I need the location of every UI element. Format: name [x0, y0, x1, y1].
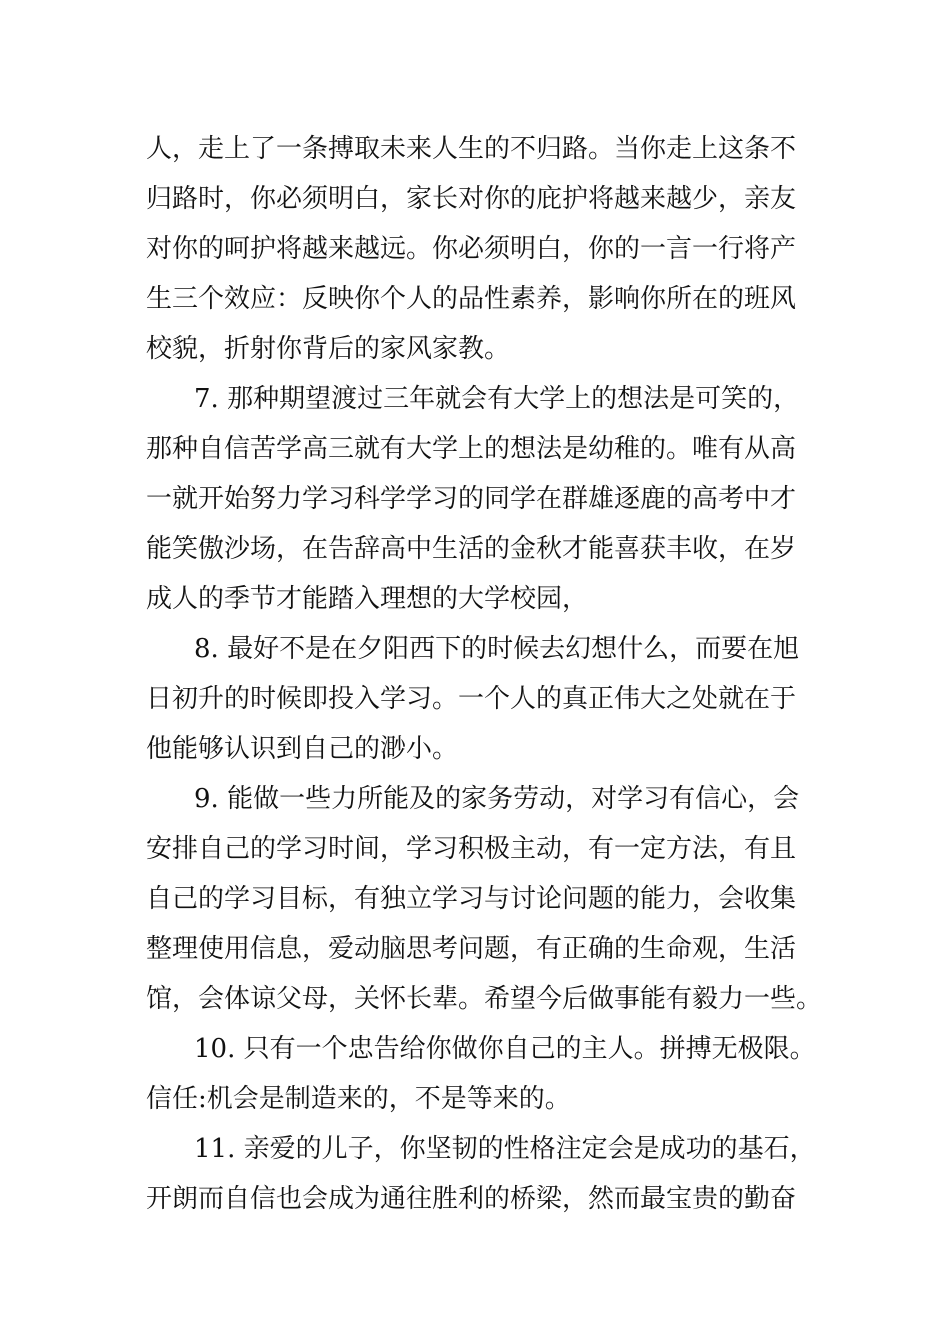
- text-line: 对你的呵护将越来越远。你必须明白，你的一言一行将产: [146, 234, 797, 264]
- item-9-first-line: 9. 能做一些力所能及的家务劳动，对学习有信心，会: [194, 784, 800, 814]
- text-line: 生三个效应：反映你个人的品性素养，影响你所在的班风: [146, 284, 797, 314]
- text-line: 馆，会体谅父母，关怀长辈。希望今后做事能有毅力一些。: [146, 984, 823, 1014]
- item-7-first-line: 7. 那种期望渡过三年就会有大学上的想法是可笑的，: [194, 384, 800, 414]
- text-line: 人，走上了一条搏取未来人生的不归路。当你走上这条不: [146, 134, 797, 164]
- text-line: 开朗而自信也会成为通往胜利的桥梁，然而最宝贵的勤奋: [146, 1184, 797, 1214]
- text-line: 日初升的时候即投入学习。一个人的真正伟大之处就在于: [146, 684, 797, 714]
- text-line: 成人的季节才能踏入理想的大学校园，: [146, 584, 589, 614]
- text-line: 归路时，你必须明白，家长对你的庇护将越来越少，亲友: [146, 184, 797, 214]
- text-line: 能笑傲沙场，在告辞高中生活的金秋才能喜获丰收，在岁: [146, 534, 797, 564]
- text-line: 一就开始努力学习科学学习的同学在群雄逐鹿的高考中才: [146, 484, 797, 514]
- item-11-first-line: 11. 亲爱的儿子，你坚韧的性格注定会是成功的基石，: [194, 1134, 816, 1164]
- text-line: 整理使用信息，爱动脑思考问题，有正确的生命观，生活: [146, 934, 797, 964]
- text-line: 信任:机会是制造来的，不是等来的。: [146, 1084, 571, 1114]
- item-10-first-line: 10. 只有一个忠告给你做你自己的主人。拼搏无极限。: [194, 1034, 816, 1064]
- document-body: [146, 124, 823, 1224]
- text-line: 校貌，折射你背后的家风家教。: [146, 334, 511, 364]
- text-line: 他能够认识到自己的渺小。: [146, 734, 459, 764]
- text-line: 安排自己的学习时间，学习积极主动，有一定方法，有且: [146, 834, 797, 864]
- item-8-first-line: 8. 最好不是在夕阳西下的时候去幻想什么，而要在旭: [194, 634, 800, 664]
- text-line: 自己的学习目标，有独立学习与讨论问题的能力，会收集: [146, 884, 797, 914]
- text-line: 那种自信苦学高三就有大学上的想法是幼稚的。唯有从高: [146, 434, 797, 464]
